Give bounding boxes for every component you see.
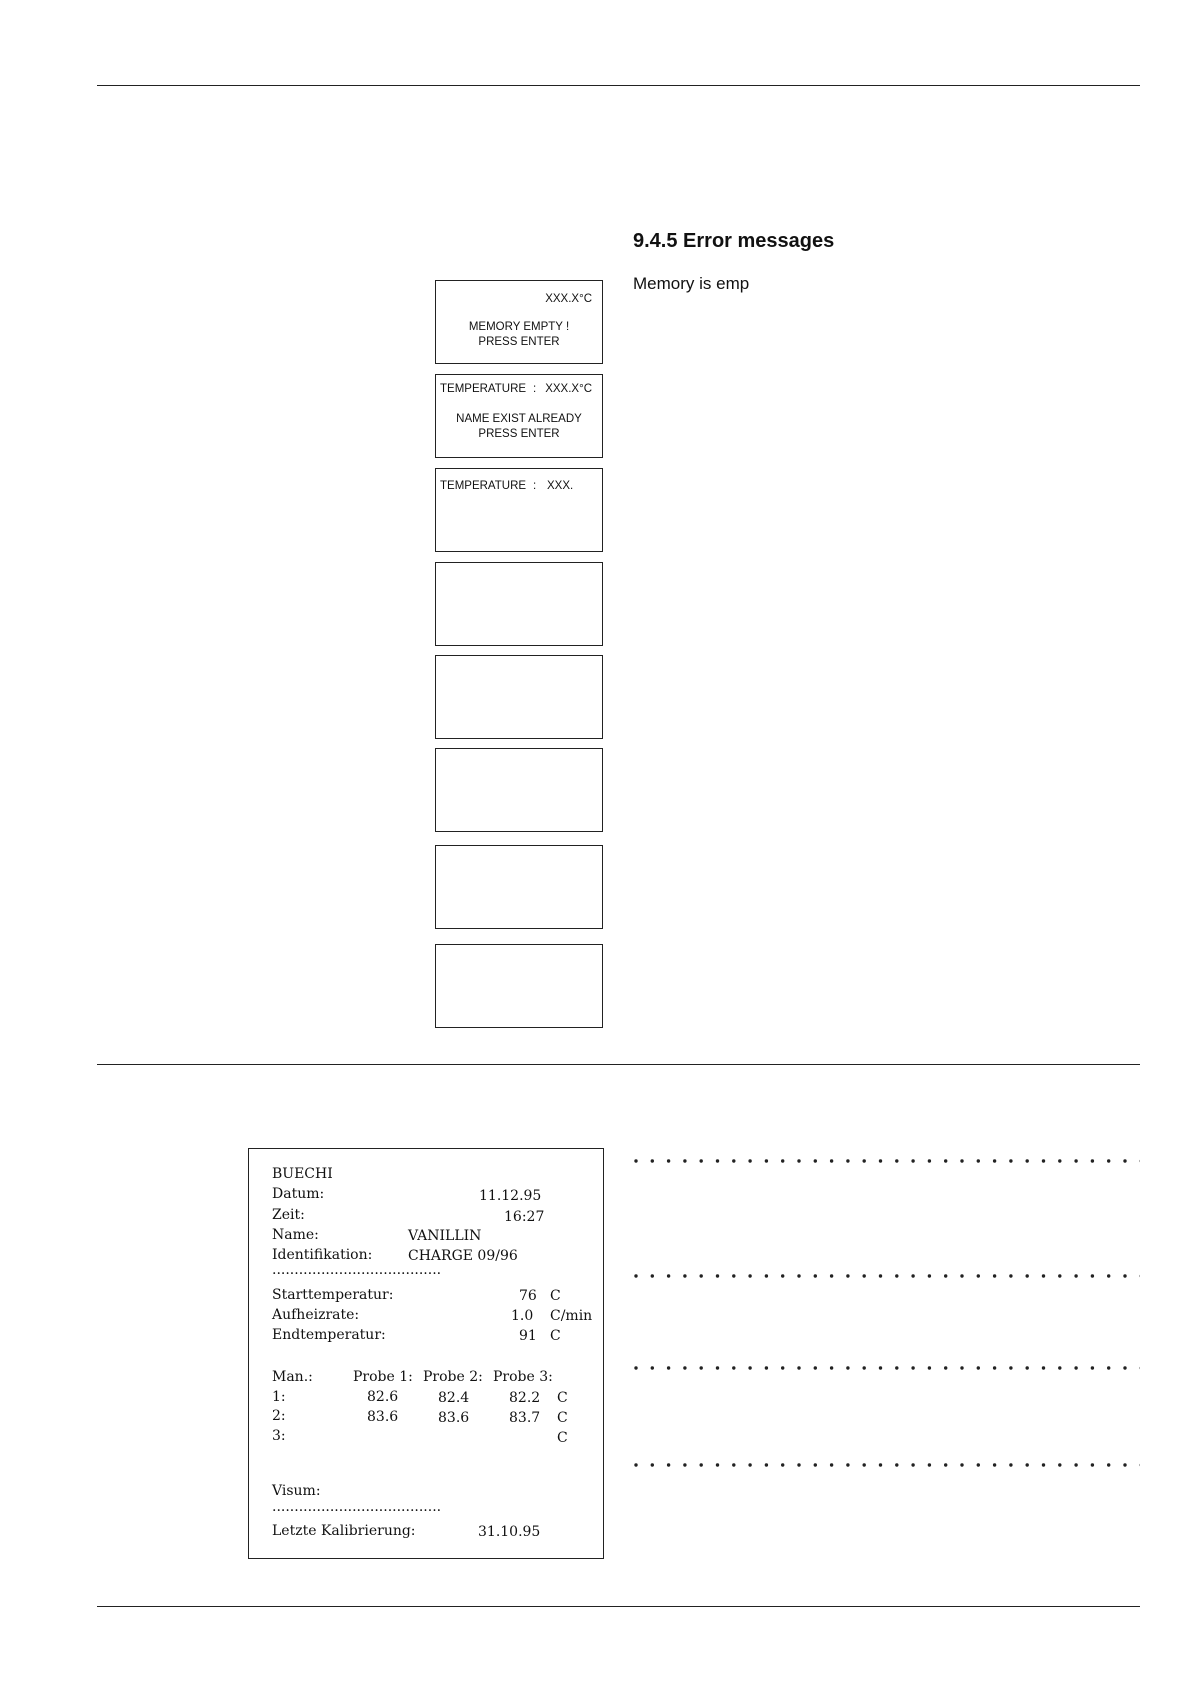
dot-mark	[781, 1463, 784, 1466]
dot-mark	[879, 1274, 882, 1277]
dot-mark	[765, 1274, 768, 1277]
dot-mark	[1123, 1274, 1126, 1277]
dot-mark	[651, 1274, 654, 1277]
dot-mark	[928, 1366, 931, 1369]
receipt-row-unit: C	[557, 1390, 568, 1406]
dotted-line	[634, 1365, 1140, 1371]
receipt-kal-label: Letzte Kalibrierung:	[272, 1523, 416, 1539]
dot-mark	[765, 1366, 768, 1369]
lcd-panel-empty	[435, 655, 603, 739]
dot-mark	[1026, 1159, 1029, 1162]
dot-mark	[1009, 1274, 1012, 1277]
dot-mark	[1107, 1463, 1110, 1466]
dot-mark	[700, 1159, 703, 1162]
receipt-name-label: Name:	[272, 1227, 319, 1243]
dot-mark	[1107, 1366, 1110, 1369]
dot-mark	[1107, 1274, 1110, 1277]
receipt-row-value: 83.6	[438, 1410, 470, 1426]
dot-mark	[830, 1366, 833, 1369]
dot-mark	[911, 1274, 914, 1277]
dot-mark	[846, 1159, 849, 1162]
dot-mark	[1058, 1366, 1061, 1369]
dot-mark	[814, 1366, 817, 1369]
dot-mark	[634, 1366, 637, 1369]
receipt-row-unit: C	[557, 1410, 568, 1426]
dot-mark	[683, 1463, 686, 1466]
dot-mark	[944, 1366, 947, 1369]
dotted-line	[634, 1158, 1140, 1164]
dot-mark	[863, 1463, 866, 1466]
dot-mark	[797, 1366, 800, 1369]
dot-mark	[1009, 1159, 1012, 1162]
dot-mark	[1026, 1366, 1029, 1369]
dot-mark	[781, 1159, 784, 1162]
dot-mark	[977, 1366, 980, 1369]
receipt-rate-label: Aufheizrate:	[272, 1307, 360, 1323]
dot-mark	[895, 1159, 898, 1162]
receipt-end-label: Endtemperatur:	[272, 1327, 386, 1343]
dot-mark	[863, 1274, 866, 1277]
dot-mark	[634, 1274, 637, 1277]
dot-mark	[830, 1159, 833, 1162]
dot-mark	[700, 1463, 703, 1466]
lcd-message-line1: MEMORY EMPTY !	[468, 321, 570, 333]
receipt-end-unit: C	[550, 1328, 561, 1344]
dot-mark	[1123, 1366, 1126, 1369]
dot-mark	[1107, 1159, 1110, 1162]
dot-mark	[732, 1274, 735, 1277]
dot-mark	[814, 1274, 817, 1277]
lcd-panel-temperature	[435, 468, 603, 552]
dot-mark	[830, 1274, 833, 1277]
dot-mark	[797, 1463, 800, 1466]
dot-mark	[667, 1274, 670, 1277]
dot-mark	[911, 1463, 914, 1466]
receipt-row-index: 2:	[272, 1408, 286, 1424]
receipt-brand: BUECHI	[272, 1166, 333, 1182]
dot-mark	[1074, 1274, 1077, 1277]
dot-mark	[1074, 1366, 1077, 1369]
dot-mark	[716, 1463, 719, 1466]
dot-mark	[993, 1274, 996, 1277]
receipt-visum-label: Visum:	[272, 1483, 321, 1499]
dot-mark	[634, 1159, 637, 1162]
dot-mark	[1042, 1463, 1045, 1466]
dot-mark	[846, 1274, 849, 1277]
lcd-temp: XXX.X°C	[545, 383, 592, 395]
dot-mark	[863, 1366, 866, 1369]
top-rule	[97, 85, 1140, 86]
dot-mark	[700, 1366, 703, 1369]
dot-mark	[748, 1463, 751, 1466]
lcd-message-line2: PRESS ENTER	[478, 428, 560, 440]
dot-mark	[1074, 1159, 1077, 1162]
lcd-message-line1: NAME EXIST ALREADY	[456, 413, 582, 425]
receipt-probe-header: Probe 3:	[493, 1369, 553, 1385]
lcd-panel-empty	[435, 562, 603, 646]
dot-mark	[960, 1366, 963, 1369]
lcd-panel-empty	[435, 845, 603, 929]
receipt-zeit-value: 16:27	[504, 1209, 545, 1225]
receipt-row-index: 1:	[272, 1389, 286, 1405]
dot-mark	[960, 1274, 963, 1277]
receipt-separator: ......................................	[272, 1262, 442, 1278]
receipt-separator: ......................................	[272, 1499, 442, 1515]
dot-mark	[928, 1463, 931, 1466]
dot-mark	[1091, 1463, 1094, 1466]
dot-mark	[944, 1274, 947, 1277]
lcd-panel-name-exists	[435, 374, 603, 458]
dot-mark	[1091, 1274, 1094, 1277]
receipt-probe-header: Probe 2:	[423, 1369, 483, 1385]
lcd-colon: :	[533, 383, 537, 395]
receipt-man-label: Man.:	[272, 1369, 313, 1385]
bottom-rule	[97, 1606, 1140, 1607]
lcd-temp-label: TEMPERATURE	[440, 383, 527, 395]
dot-mark	[765, 1159, 768, 1162]
receipt-rate-unit: C/min	[550, 1308, 593, 1324]
dot-mark	[1091, 1159, 1094, 1162]
receipt-datum-label: Datum:	[272, 1186, 325, 1202]
dot-mark	[960, 1159, 963, 1162]
receipt-datum-value: 11.12.95	[479, 1188, 542, 1204]
dotted-line	[634, 1273, 1140, 1279]
receipt-end-value: 91	[519, 1328, 537, 1344]
dot-mark	[911, 1159, 914, 1162]
receipt-probe-header: Probe 1:	[353, 1369, 413, 1385]
receipt-row-value: 83.7	[509, 1410, 541, 1426]
dot-mark	[814, 1463, 817, 1466]
dot-mark	[993, 1159, 996, 1162]
dot-mark	[667, 1366, 670, 1369]
dot-mark	[993, 1366, 996, 1369]
dot-mark	[863, 1159, 866, 1162]
dot-mark	[1058, 1159, 1061, 1162]
receipt-zeit-label: Zeit:	[272, 1207, 305, 1223]
lcd-panel-empty	[435, 944, 603, 1028]
dot-mark	[879, 1159, 882, 1162]
printout-receipt	[248, 1148, 604, 1559]
dot-mark	[977, 1159, 980, 1162]
dot-mark	[651, 1159, 654, 1162]
receipt-row-value: 82.6	[367, 1389, 399, 1405]
dot-mark	[1042, 1159, 1045, 1162]
dotted-line	[634, 1462, 1140, 1468]
dot-mark	[716, 1366, 719, 1369]
section-heading: 9.4.5 Error messages	[633, 230, 835, 252]
dot-mark	[944, 1463, 947, 1466]
dot-mark	[700, 1274, 703, 1277]
dot-mark	[765, 1463, 768, 1466]
dot-mark	[716, 1274, 719, 1277]
receipt-row-index: 3:	[272, 1428, 286, 1444]
receipt-row-value: 82.4	[438, 1390, 470, 1406]
dot-mark	[781, 1366, 784, 1369]
dot-mark	[716, 1159, 719, 1162]
dot-mark	[1042, 1366, 1045, 1369]
dot-mark	[781, 1274, 784, 1277]
dot-mark	[634, 1463, 637, 1466]
dot-mark	[993, 1463, 996, 1466]
receipt-ident-label: Identifikation:	[272, 1247, 373, 1263]
receipt-ident-value: CHARGE 09/96	[408, 1248, 518, 1264]
middle-rule	[97, 1064, 1140, 1065]
dot-mark	[814, 1159, 817, 1162]
dot-mark	[911, 1366, 914, 1369]
dot-mark	[1026, 1463, 1029, 1466]
lcd-panel-memory-empty	[435, 280, 603, 364]
dot-mark	[895, 1366, 898, 1369]
receipt-row-unit: C	[557, 1430, 568, 1446]
dot-mark	[977, 1463, 980, 1466]
lcd-message-line2: PRESS ENTER	[478, 336, 560, 348]
dot-mark	[683, 1366, 686, 1369]
section-intro-text: Memory is emp	[633, 274, 750, 293]
dot-mark	[879, 1463, 882, 1466]
dot-mark	[879, 1366, 882, 1369]
dot-mark	[928, 1159, 931, 1162]
dot-mark	[732, 1463, 735, 1466]
dot-mark	[667, 1159, 670, 1162]
dot-mark	[895, 1274, 898, 1277]
dot-mark	[651, 1463, 654, 1466]
dot-mark	[683, 1274, 686, 1277]
dot-mark	[797, 1274, 800, 1277]
dot-mark	[748, 1159, 751, 1162]
dot-mark	[1123, 1463, 1126, 1466]
dot-mark	[1058, 1274, 1061, 1277]
dot-mark	[797, 1159, 800, 1162]
dot-mark	[651, 1366, 654, 1369]
dot-mark	[1058, 1463, 1061, 1466]
receipt-name-value: VANILLIN	[408, 1228, 482, 1244]
dot-mark	[732, 1159, 735, 1162]
receipt-kal-value: 31.10.95	[478, 1524, 541, 1540]
dot-mark	[1074, 1463, 1077, 1466]
dot-mark	[846, 1366, 849, 1369]
dot-mark	[928, 1274, 931, 1277]
dot-mark	[748, 1274, 751, 1277]
dot-mark	[1026, 1274, 1029, 1277]
receipt-start-label: Starttemperatur:	[272, 1287, 394, 1303]
dot-mark	[732, 1366, 735, 1369]
dot-mark	[1091, 1366, 1094, 1369]
dot-mark	[830, 1463, 833, 1466]
lcd-colon: :	[533, 480, 537, 492]
dot-mark	[895, 1463, 898, 1466]
dot-mark	[1009, 1366, 1012, 1369]
dot-mark	[960, 1463, 963, 1466]
dot-mark	[1123, 1159, 1126, 1162]
lcd-panel-empty	[435, 748, 603, 832]
dot-mark	[977, 1274, 980, 1277]
dot-mark	[944, 1159, 947, 1162]
dot-mark	[1009, 1463, 1012, 1466]
receipt-start-value: 76	[519, 1288, 537, 1304]
dot-mark	[667, 1463, 670, 1466]
lcd-temp: XXX.X°C	[545, 293, 592, 305]
receipt-row-value: 83.6	[367, 1409, 399, 1425]
receipt-start-unit: C	[550, 1288, 561, 1304]
receipt-rate-value: 1.0	[511, 1308, 534, 1324]
receipt-row-value: 82.2	[509, 1390, 541, 1406]
lcd-temp: XXX.	[547, 480, 574, 492]
dot-mark	[683, 1159, 686, 1162]
dot-mark	[748, 1366, 751, 1369]
lcd-temp-label: TEMPERATURE	[440, 480, 527, 492]
dot-mark	[1042, 1274, 1045, 1277]
dot-mark	[846, 1463, 849, 1466]
